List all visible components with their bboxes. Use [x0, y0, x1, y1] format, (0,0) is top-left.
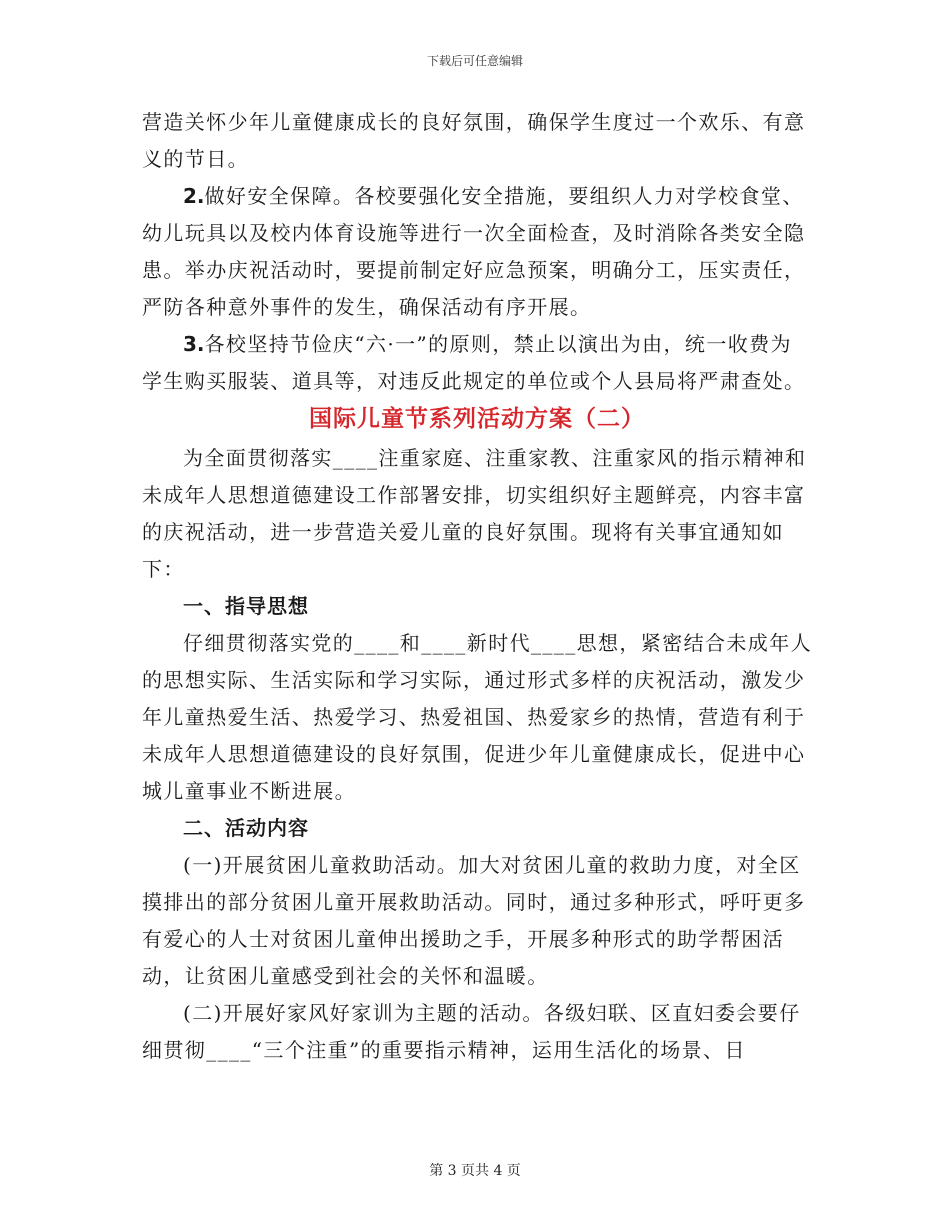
guiding-paragraph: 仔细贯彻落实党的____和____新时代____思想，紧密结合未成年人的思想实际、生活实际和学习实际，通过形式多样的庆祝活动，激发少年儿童热爱生活、热爱学习、热爱祖国、热爱家乡的热情，营造有利于未成年人思想道德建设的良好氛围，促进少年儿童健康成长，促进中心城儿童事业不断进展。 [142, 631, 812, 803]
document-title: 国际儿童节系列活动方案（二） [309, 406, 645, 432]
list-number: 2. [183, 184, 205, 208]
section-heading-guiding: 一、指导思想 [183, 594, 309, 618]
paragraph-continuation: 营造关怀少年儿童健康成长的良好氛围，确保学生度过一个欢乐、有意义的节日。 [142, 110, 806, 171]
document-body [142, 104, 812, 1069]
list-item-2 [142, 178, 812, 326]
list-item-text: 各校坚持节俭庆“六·一”的原则，禁止以演出为由，统一收费为学生购买服装、道具等，对违反此规定的单位或个人县局将严肃查处。 [142, 332, 806, 393]
list-number: 3. [183, 332, 205, 356]
activity-paragraph-1: (一)开展贫困儿童救助活动。加大对贫困儿童的救助力度，对全区摸排出的部分贫困儿童开展救助活动。同时，通过多种形式，呼吁更多有爱心的人士对贫困儿童伸出援助之手，开展多种形式的助学帮困活动，让贫困儿童感受到社会的关怀和温暖。 [142, 853, 806, 988]
activity-paragraph-2: (二)开展好家风好家训为主题的活动。各级妇联、区直妇委会要仔细贯彻____“三个注重”的重要指示精神，运用生活化的场景、日 [142, 1001, 801, 1062]
list-item-3 [142, 326, 812, 400]
page-footer: 第 3 页共 4 页 [429, 1163, 521, 1179]
intro-paragraph: 为全面贯彻落实____注重家庭、注重家教、注重家风的指示精神和未成年人思想道德建设工作部署安排，切实组织好主题鲜亮，内容丰富的庆祝活动，进一步营造关爱儿童的良好氛围。现将有关事宜通知如下： [142, 446, 807, 581]
list-item-text: 做好安全保障。各校要强化安全措施，要组织人力对学校食堂、幼儿玩具以及校内体育设施等进行一次全面检查，及时消除各类安全隐患。举办庆祝活动时，要提前制定好应急预案，明确分工，压实责任，严防各种意外事件的发生，确保活动有序开展。 [142, 184, 806, 319]
section-heading-activities: 二、活动内容 [183, 816, 309, 840]
page-header: 下载后可任意编辑 [426, 54, 523, 68]
